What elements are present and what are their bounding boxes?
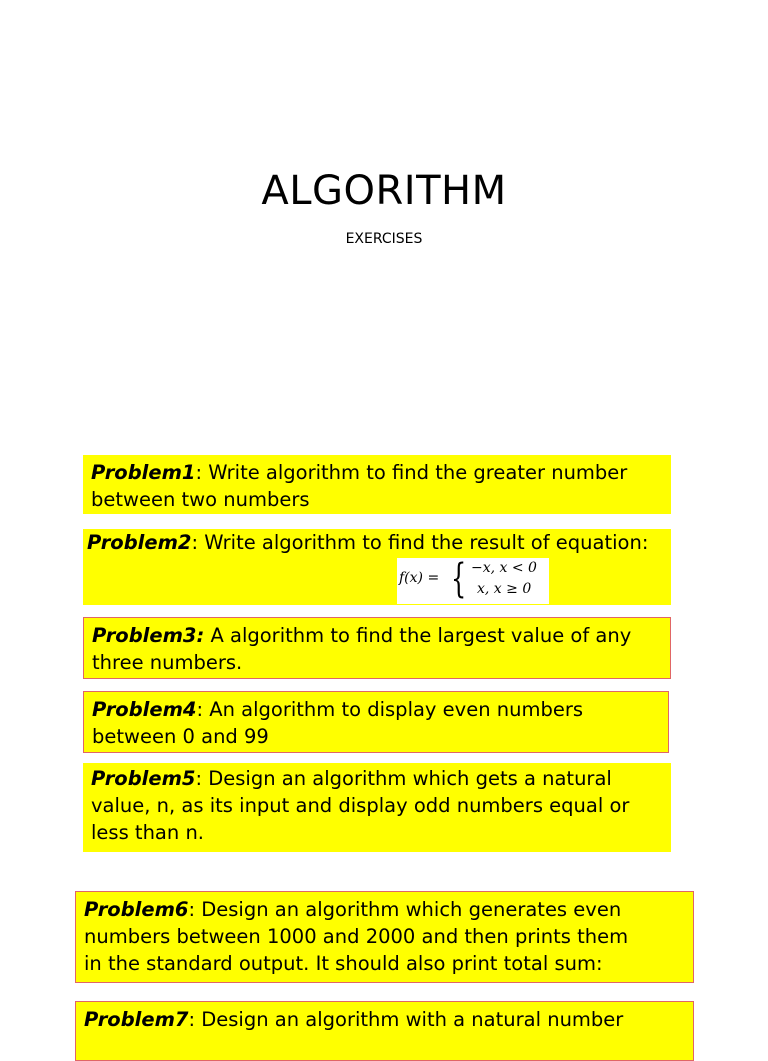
problem-4-label: Problem4 [92,698,197,721]
problem-5-text-line1: Design an algorithm which gets a natural [208,767,612,790]
problem-3-text-line2: three numbers. [92,651,243,674]
problem-3-label: Problem3: [92,624,205,647]
problem-6-text-line3: in the standard output. It should also print total sum: [84,952,603,975]
equation-brace: { [451,556,467,602]
problem-2-label: Problem2 [87,531,192,554]
problem-3-box [83,617,671,679]
equation-case-1: −x, x < 0 [471,560,537,576]
problem-7-label: Problem7 [84,1008,189,1031]
problem-5-text-line2: value, n, as its input and display odd numbers equal or [91,794,630,817]
problem-2-box: Problem2: Write algorithm to find the result of equation: [83,529,671,605]
problem-2-text-line1: Write algorithm to find the result of equation: [204,531,649,554]
page-subtitle: EXERCISES [345,231,423,247]
equation-lhs: f(x) = [399,570,440,586]
problem-6-box: Problem6: Design an algorithm which generates even numbers between 1000 and 2000 and then prints them in the standard output. It should also print total sum: [75,891,694,983]
problem-3-text-line1: A algorithm to find the largest value of any [210,624,632,647]
problem-1-label: Problem1 [91,461,196,484]
piecewise-equation [397,558,549,604]
problem-1-text-line1: Write algorithm to find the greater number [208,461,628,484]
problem-1-text-line2: between two numbers [91,488,310,511]
problem-6-label: Problem6 [84,898,189,921]
page-title: ALGORITHM [261,168,507,214]
problem-1-box: Problem1: Write algorithm to find the greater number between two numbers [83,455,671,514]
equation-case-2: x, x ≥ 0 [477,581,532,597]
problem-4-box: Problem4: An algorithm to display even numbers between 0 and 99 [83,691,669,753]
problem-7-text-line1: Design an algorithm with a natural number [201,1008,624,1031]
problem-6-text-line2: numbers between 1000 and 2000 and then prints them [84,925,629,948]
problem-6-text-line1: Design an algorithm which generates even [201,898,622,921]
problem-4-text-line2: between 0 and 99 [92,725,269,748]
problem-5-box: Problem5: Design an algorithm which gets a natural value, n, as its input and display odd numbers equal or less than n. [83,763,671,852]
problem-5-label: Problem5 [91,767,196,790]
problem-7-box: Problem7: Design an algorithm with a natural number [75,1001,694,1061]
problem-5-text-line3: less than n. [91,821,205,844]
problem-4-text-line1: An algorithm to display even numbers [209,698,584,721]
